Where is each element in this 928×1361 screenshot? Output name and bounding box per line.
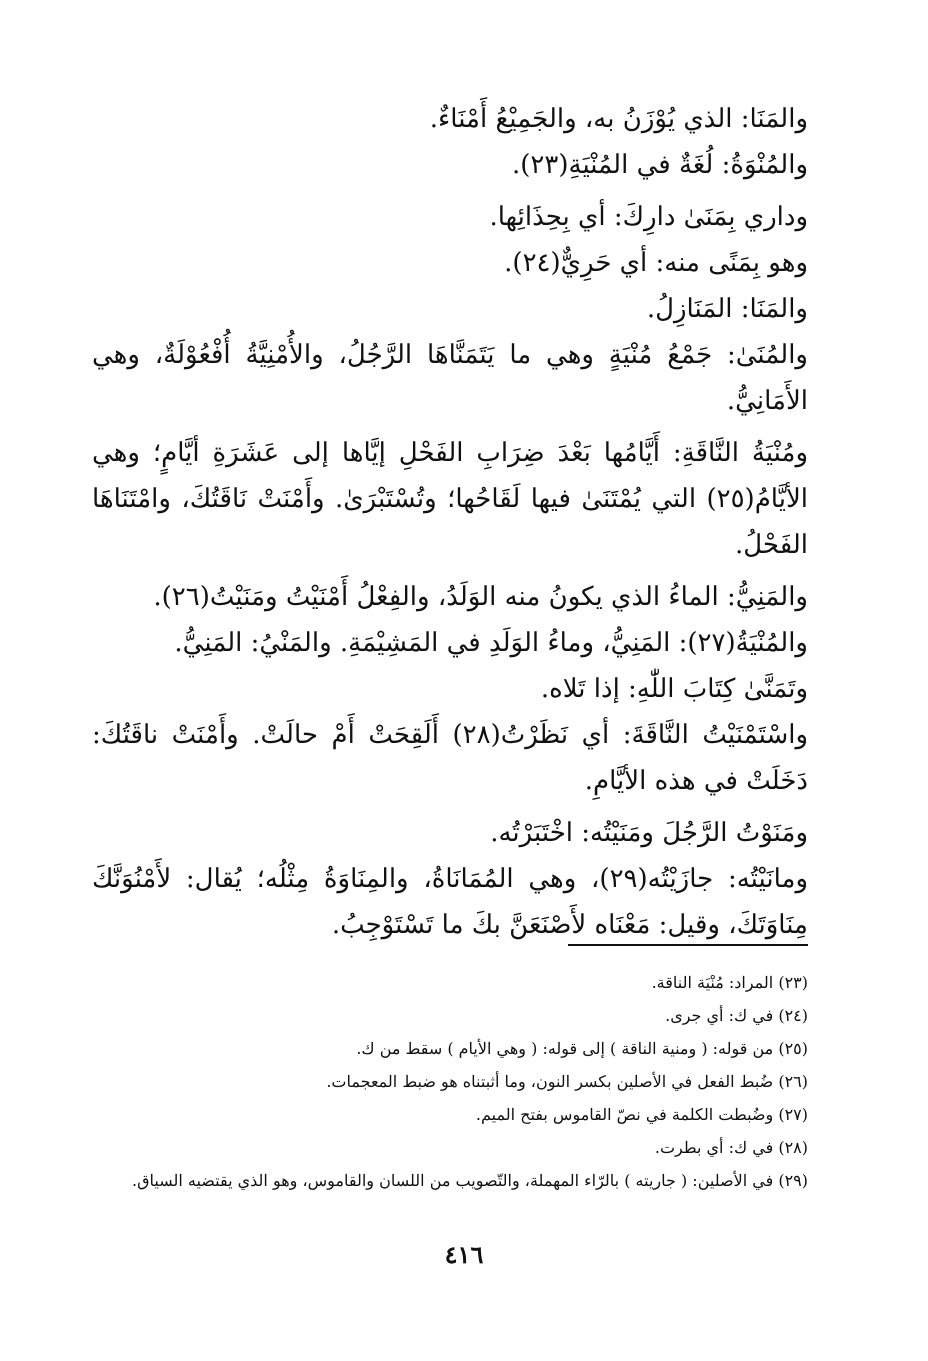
entry-paragraph: ومُنْيَةُ النَّاقَةِ: أَيَّامُها بَعْدَ ضِرَابِ الفَحْلِ إيَّاها إلى عَشَرَةِ أيَّامٍ؛ وهي الأيَّامُ(٢٥) التي يُمْتَنَىٰ فيها لَقَاحُها؛ وتُسْتَبْرَىٰ. وأَمْنَتْ نَاقَتُكَ، وامْتَنَاهَا الفَحْلُ. (92, 438, 808, 560)
entry-paragraph: وداري بِمَنَىٰ دارِكَ: أي بِحِذَائِها. (489, 202, 808, 232)
entry-paragraph: والمُنْوَةُ: لُغَةٌ في المُنْيَةِ(٢٣). (512, 150, 808, 180)
entry-paragraph: ومَنَوْتُ الرَّجُلَ ومَنَيْتُه: اخْتَبَرْتُه. (490, 818, 808, 848)
footnote: (٢٧) وضُبطت الكلمة في نصّ القاموس بفتح الميم. (475, 1105, 808, 1124)
entry-paragraph: وتَمَنَّىٰ كِتَابَ اللّٰهِ: إذا تَلاه. (540, 674, 808, 704)
entry-paragraph: والمُنْيَةُ(٢٧): المَنِيُّ، وماءُ الوَلَدِ في المَشِيْمَةِ. والمَنْيُ: المَنِيُّ. (174, 628, 808, 658)
footnote: (٢٨) في ك: أي بطرت. (654, 1138, 808, 1157)
entry-paragraph: واسْتَمْنَيْتُ النَّاقَةَ: أي نَظَرْتُ(٢٨) أَلَقِحَتْ أَمْ حالَتْ. وأَمْنَتْ ناقَتُكَ: دَخَلَتْ في هذه الأيَّامِ. (92, 720, 809, 796)
footnote: (٢٩) في الأصلين: ( جاريته ) بالرّاء المهملة، والتّصويب من اللسان والقاموس، وهو الذي يقتضيه السياق. (132, 1171, 808, 1190)
footnote: (٢٥) من قوله: ( ومنية الناقة ) إلى قوله: ( وهي الأيام ) سقط من ك. (356, 1039, 808, 1058)
footnote-divider (568, 944, 808, 946)
entry-paragraph: والمَنِيُّ: الماءُ الذي يكونُ منه الوَلَدُ، والفِعْلُ أَمْنَيْتُ ومَنَيْتُ(٢٦). (153, 582, 808, 612)
entry-paragraph: وهو بِمَنًى منه: أي حَرِيٌّ(٢٤). (504, 248, 808, 278)
footnotes (104, 966, 808, 1194)
entry-paragraph: ومانَيْتُه: جازَيْتُه(٢٩)، وهي المُمَانَاةُ، والمِنَاوَةُ مِثْلُه؛ يُقال: لأَمْنُوَنَّكَ مِنَاوَتَكَ، وقيل: مَعْنَاه لأَصْنَعَنَّ بكَ ما تَسْتَوْجِبُ. (92, 864, 808, 940)
footnote: (٢٤) في ك: أي جرى. (665, 1006, 808, 1025)
main-text (92, 96, 808, 954)
entry-paragraph: والمَنَا: الذي يُوْزَنُ به، والجَمِيْعُ أَمْنَاءٌ. (429, 104, 808, 134)
entry-paragraph: والمَنَا: المَنَازِلُ. (646, 294, 808, 324)
footnote: (٢٣) المراد: مُنْيَة الناقة. (651, 973, 808, 992)
page-number: ٤١٦ (444, 1240, 484, 1269)
footnote: (٢٦) ضُبط الفعل في الأصلين بكسر النون، وما أثبتناه هو ضبط المعجمات. (326, 1072, 808, 1091)
entry-paragraph: والمُنَىٰ: جَمْعُ مُنْيَةٍ وهي ما يَتَمَنَّاهَا الرَّجُلُ، والأُمْنِيَّةُ أُفْعُوْلَةٌ، وهي الأَمَانِيُّ. (92, 340, 808, 416)
